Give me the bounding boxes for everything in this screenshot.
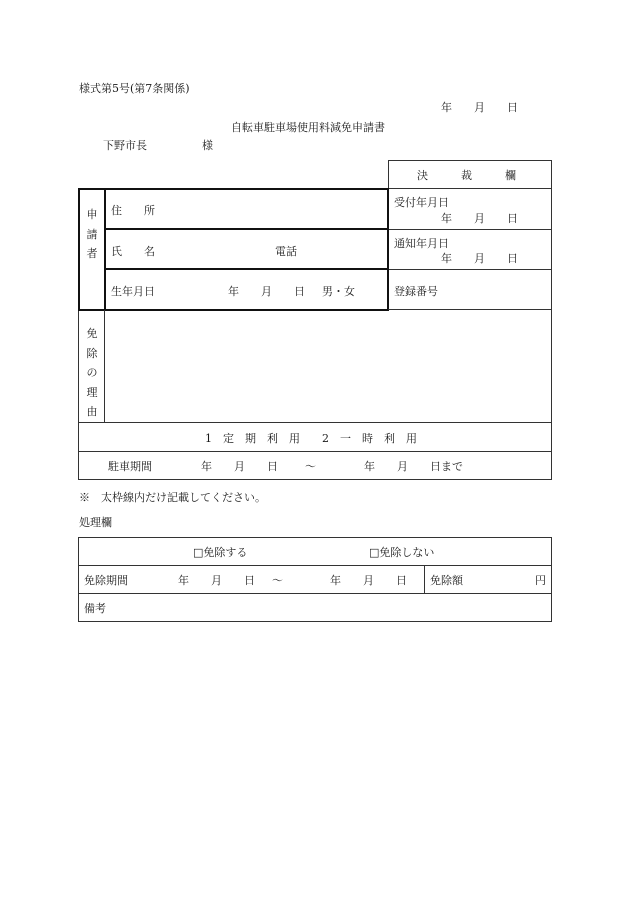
applicant-group-label: 申 請 者 [86,208,98,260]
form-title: 自転車駐車場使用料減免申請書 [231,121,385,134]
approval-heading: 決 裁 欄 [417,169,516,182]
exemption-period-to: 年 月 日 [330,574,407,587]
exempt-checkbox[interactable]: □免除する [193,546,248,559]
notice-date-value: 年 月 日 [441,252,518,265]
parking-period-to: 年 月 日まで [364,460,463,473]
address-label: 住 所 [111,204,155,217]
form-number: 様式第5号(第7条関係) [79,82,190,95]
exemption-period-label: 免除期間 [84,574,128,587]
name-label: 氏 名 [111,245,155,258]
receipt-date-label: 受付年月日 [394,196,449,209]
parking-period-separator: 〜 [305,460,316,473]
exemption-amount-label: 免除額 [430,574,463,587]
exemption-period-from: 年 月 日 [178,574,255,587]
remarks-label: 備考 [84,602,106,615]
birth-date-label: 生年月日 [111,285,155,298]
receipt-date-value: 年 月 日 [441,212,518,225]
exemption-period-separator: 〜 [272,574,283,587]
parking-period-label: 駐車期間 [108,460,152,473]
notice-date-label: 通知年月日 [394,237,449,250]
phone-label: 電話 [275,245,297,258]
processing-heading: 処理欄 [79,516,112,529]
exemption-reason-label: 免 除 の 理 由 [86,327,98,418]
usage-type-options: 1 定 期 利 用 2 一 時 利 用 [205,432,417,445]
sex-field: 男・女 [322,285,355,298]
registration-number-label: 登録番号 [394,285,438,298]
instruction-note: ※ 太枠線内だけ記載してください。 [79,491,266,504]
addressee: 下野市長 様 [103,139,213,152]
yen-unit: 円 [535,574,546,587]
parking-period-from: 年 月 日 [201,460,278,473]
birth-date-value: 年 月 日 [228,285,305,298]
not-exempt-checkbox[interactable]: □免除しない [369,546,435,559]
header-date: 年 月 日 [441,101,518,114]
